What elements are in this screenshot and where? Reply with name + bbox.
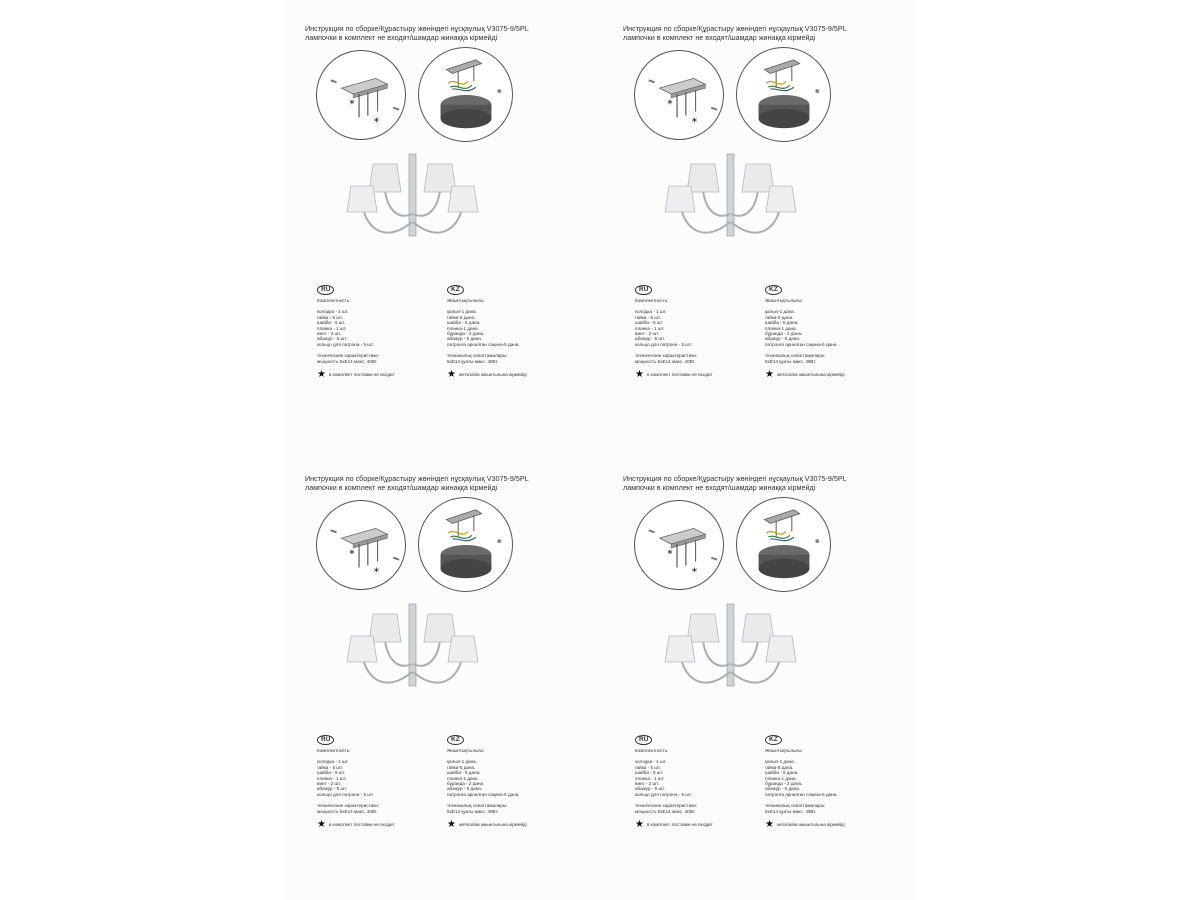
list-item: қалып-1 дана. [447,309,477,315]
ru-section [635,285,765,379]
title-line-2: лампочки в комплект не входят/шамдар жинаққа кірмейді [623,33,816,42]
list-item: планка-1 дана. [447,775,479,781]
list-item: колодка - 1 шт. [635,759,667,765]
ru-note: в комплект поставки не входит [646,822,713,828]
kz-specs: 5хЕ14 қуаты макс. 40Вт. [447,808,499,814]
mounting-bracket-diagram [316,50,406,140]
list-item: шайба - 5 шт. [635,320,664,326]
kz-note: жеткізілім жиынтығына кірмейді [458,372,527,378]
title-line-2: лампочки в комплект не входят/шамдар жинаққа кірмейді [623,483,816,492]
ceiling-canopy-wiring-diagram [736,47,831,142]
kz-section [765,735,895,829]
list-item: планка - 1 шт. [317,325,347,331]
ru-section [635,735,765,829]
kz-section [447,735,577,829]
kz-note: жеткізілім жиынтығына кірмейді [776,372,845,378]
ru-badge: RU [317,735,334,745]
list-item: кольцо для патрона - 5 шт. [317,341,374,347]
list-item: колодка - 1 шт. [635,309,667,315]
list-item: патронға арналған сақина-5 дана. [447,341,520,347]
title-line-1: Инструкция по сборке/Құрастыру жөніндегі нұсқаулық V3075-9/5PL [623,474,847,483]
list-item: абажур - 5 шт. [317,786,348,792]
svg-text:*: * [691,115,698,129]
kz-badge: KZ [765,285,782,295]
list-item: планка-1 дана. [447,325,479,331]
list-item: кольцо для патрона - 5 шт. [317,791,374,797]
list-item: бұранда - 2 дана. [447,331,485,337]
title-line-2: лампочки в комплект не входят/шамдар жинаққа кірмейді [305,33,498,42]
svg-text:*: * [667,547,673,561]
list-item: планка - 1 шт. [635,325,665,331]
card-title [623,474,913,492]
ru-heading: Комплектность: [317,298,351,303]
list-item: бұранда - 2 дана. [765,781,803,787]
ceiling-canopy-wiring-diagram [418,497,513,592]
instruction-card [603,450,903,870]
list-item: абажур - 5 дана. [447,786,483,792]
list-item: патронға арналған сақина-5 дана. [765,341,838,347]
list-item: абажур - 5 дана. [765,336,801,342]
svg-text:*: * [349,547,355,561]
list-item: гайка - 5 шт. [635,314,661,320]
title-line-1: Инструкция по сборке/Құрастыру жөніндегі нұсқаулық V3075-9/5PL [305,24,529,33]
ru-section [317,735,447,829]
list-item: гайка - 5 шт. [635,764,661,770]
ru-heading: Комплектность: [635,298,669,303]
card-title [305,474,595,492]
list-item: гайка-5 дана. [447,764,476,770]
list-item: шайба - 5 шт. [317,320,346,326]
list-item: абажур - 5 шт. [635,336,666,342]
list-item: планка-1 дана. [765,775,797,781]
svg-text:*: * [373,565,380,579]
list-item: гайка - 5 шт. [317,764,343,770]
ru-specs-heading: технические характеристики: [635,353,698,359]
list-item: кольцо для патрона - 5 шт. [635,791,692,797]
list-item: қалып-1 дана. [765,309,795,315]
kz-specs: 5хЕ14 қуаты макс. 40Вт. [765,358,817,364]
list-item: планка - 1 шт. [635,775,665,781]
list-item: абажур - 5 дана. [447,336,483,342]
chandelier-illustration [345,602,480,702]
list-item: абажур - 5 шт. [635,786,666,792]
list-item: қалып-1 дана. [765,759,795,765]
ru-specs-heading: технические характеристики: [317,803,380,809]
kz-specs-heading: техникалық сипаттамалары: [447,803,508,809]
chandelier-illustration [663,602,798,702]
kz-section [765,285,895,379]
list-item: бұранда - 2 дана. [447,781,485,787]
kz-specs: 5хЕ14 қуаты макс. 40Вт. [765,808,817,814]
list-item: колодка - 1 шт. [317,759,349,765]
star-icon: ★ [765,819,774,831]
kz-specs-heading: техникалық сипаттамалары: [447,353,508,359]
chandelier-illustration [345,152,480,252]
instruction-card [285,0,585,420]
instruction-card [285,450,585,870]
list-item: гайка-5 дана. [447,314,476,320]
kz-badge: KZ [447,285,464,295]
list-item: патронға арналған сақина-5 дана. [447,791,520,797]
card-title [623,24,913,42]
kz-specs-heading: техникалық сипаттамалары: [765,803,826,809]
chandelier-illustration [663,152,798,252]
title-line-1: Инструкция по сборке/Құрастыру жөніндегі нұсқаулық V3075-9/5PL [623,24,847,33]
svg-text:*: * [373,115,380,129]
list-item: гайка - 5 шт. [317,314,343,320]
kz-specs: 5хЕ14 қуаты макс. 40Вт. [447,358,499,364]
kz-badge: KZ [765,735,782,745]
star-icon: ★ [447,369,456,381]
list-item: винт - 2 шт. [635,781,660,787]
ru-specs: мощность 5хЕ14 макс. 40Вт. [635,358,696,364]
star-icon: ★ [447,819,456,831]
title-line-2: лампочки в комплект не входят/шамдар жинаққа кірмейді [305,483,498,492]
kz-heading: Жиынтықтылығы: [765,298,803,303]
star-icon: ★ [317,369,326,381]
ru-badge: RU [635,735,652,745]
kz-section [447,285,577,379]
list-item: қалып-1 дана. [447,759,477,765]
title-line-1: Инструкция по сборке/Құрастыру жөніндегі нұсқаулық V3075-9/5PL [305,474,529,483]
list-item: шайба - 5 дана. [765,770,799,776]
instruction-card [603,0,903,420]
ru-specs: мощность 5хЕ14 макс. 40Вт. [635,808,696,814]
star-icon: ★ [635,819,644,831]
ru-specs-heading: технические характеристики: [635,803,698,809]
svg-text:*: * [691,565,698,579]
ru-heading: Комплектность: [635,748,669,753]
list-item: винт - 2 шт. [635,331,660,337]
list-item: винт - 2 шт. [317,781,342,787]
list-item: шайба - 5 дана. [447,320,481,326]
kz-heading: Жиынтықтылығы: [447,298,485,303]
ru-badge: RU [635,285,652,295]
star-icon: ★ [765,369,774,381]
kz-specs-heading: техникалық сипаттамалары: [765,353,826,359]
ceiling-canopy-wiring-diagram [418,47,513,142]
ru-badge: RU [317,285,334,295]
card-title [305,24,595,42]
kz-heading: Жиынтықтылығы: [765,748,803,753]
mounting-bracket-diagram [316,500,406,590]
ru-note: в комплект поставки не входит [328,372,395,378]
list-item: планка - 1 шт. [317,775,347,781]
kz-heading: Жиынтықтылығы: [447,748,485,753]
list-item: шайба - 5 шт. [317,770,346,776]
ru-note: в комплект поставки не входит [328,822,395,828]
svg-text:*: * [667,97,673,111]
list-item: абажур - 5 дана. [765,786,801,792]
list-item: патронға арналған сақина-5 дана. [765,791,838,797]
ru-section [317,285,447,379]
kz-note: жеткізілім жиынтығына кірмейді [458,822,527,828]
ru-heading: Комплектность: [317,748,351,753]
kz-note: жеткізілім жиынтығына кірмейді [776,822,845,828]
list-item: планка-1 дана. [765,325,797,331]
mounting-bracket-diagram [634,50,724,140]
ru-note: в комплект поставки не входит [646,372,713,378]
list-item: колодка - 1 шт. [317,309,349,315]
ru-specs: мощность 5хЕ14 макс. 40Вт. [317,358,378,364]
instruction-sheet [285,0,915,900]
svg-text:*: * [349,97,355,111]
list-item: гайка-5 дана. [765,314,794,320]
list-item: шайба - 5 дана. [447,770,481,776]
ru-specs: мощность 5хЕ14 макс. 40Вт. [317,808,378,814]
mounting-bracket-diagram [634,500,724,590]
list-item: гайка-5 дана. [765,764,794,770]
star-icon: ★ [317,819,326,831]
star-icon: ★ [635,369,644,381]
ceiling-canopy-wiring-diagram [736,497,831,592]
list-item: шайба - 5 дана. [765,320,799,326]
list-item: абажур - 5 шт. [317,336,348,342]
list-item: кольцо для патрона - 5 шт. [635,341,692,347]
kz-badge: KZ [447,735,464,745]
list-item: шайба - 5 шт. [635,770,664,776]
list-item: бұранда - 2 дана. [765,331,803,337]
ru-specs-heading: технические характеристики: [317,353,380,359]
list-item: винт - 2 шт. [317,331,342,337]
